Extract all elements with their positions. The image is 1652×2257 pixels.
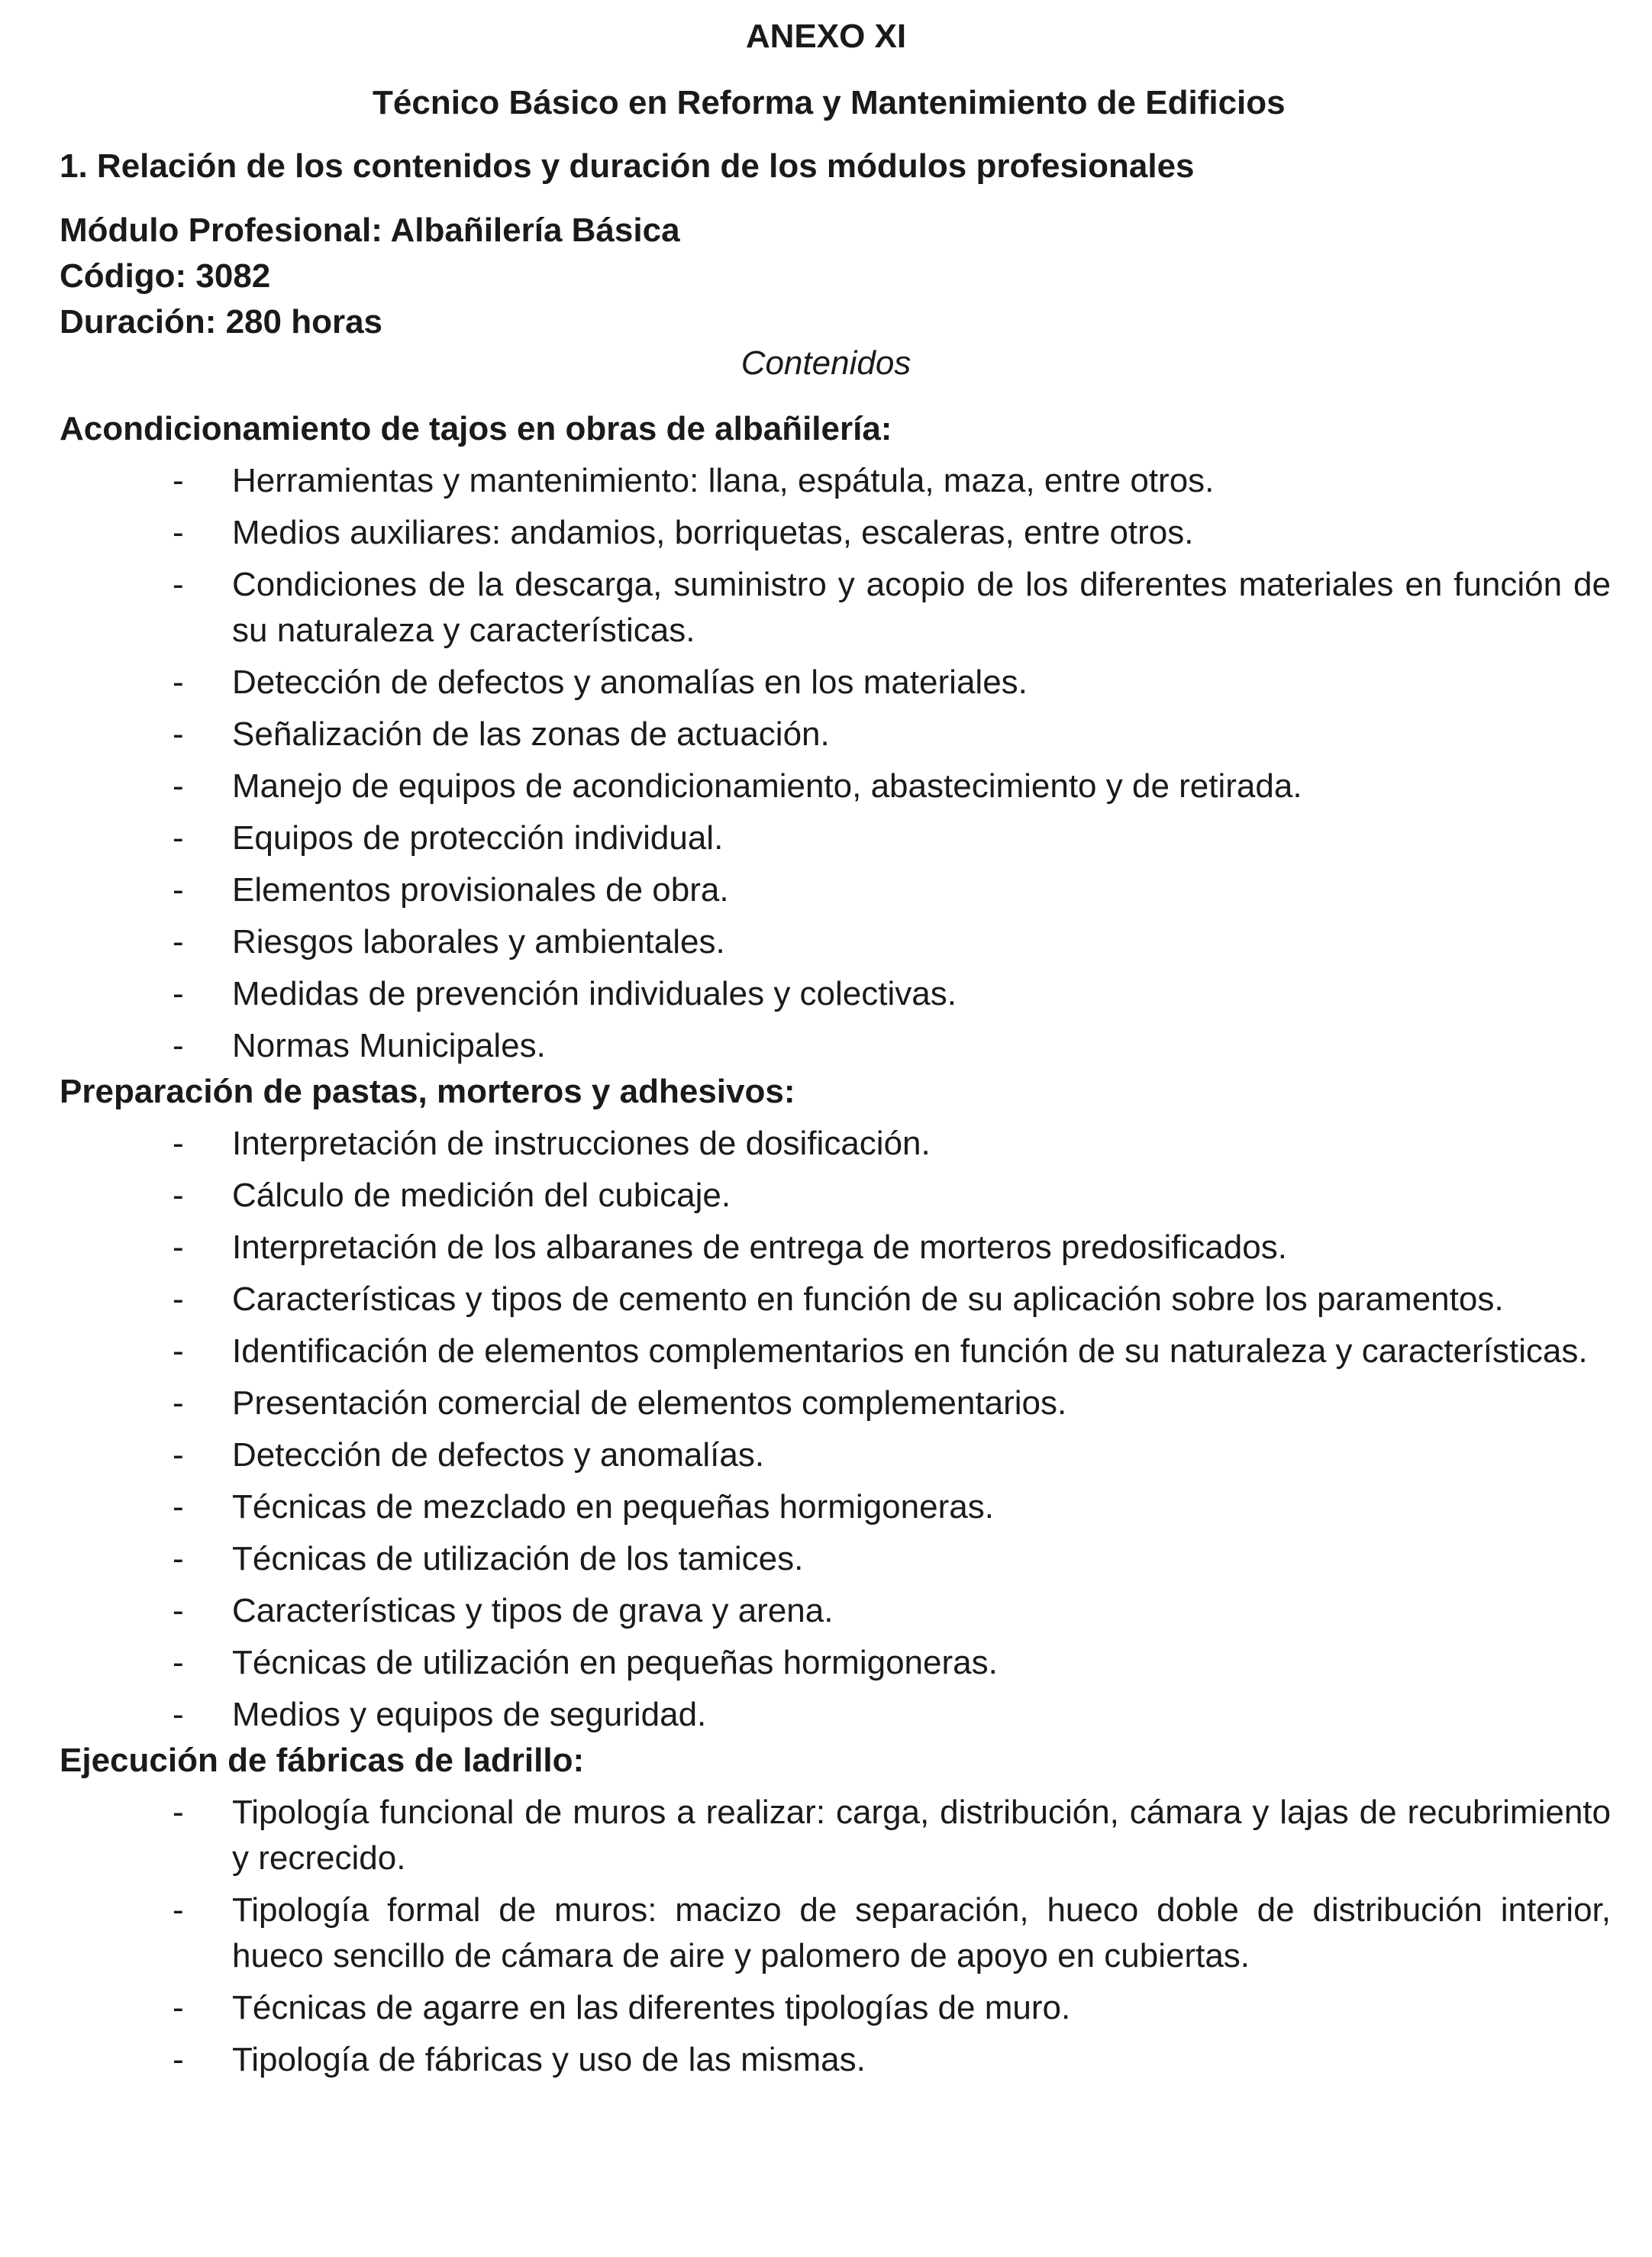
item-text: Presentación comercial de elementos complementarios. [232, 1384, 1067, 1422]
list-item [60, 1277, 1611, 1322]
list-item [60, 1023, 1611, 1069]
list-item [60, 1588, 1611, 1634]
item-text: Tipología formal de muros: macizo de separación, hueco doble de distribución interior, hueco sencillo de cámara de aire y palomero de apoyo en cubiertas. [232, 1891, 1611, 1974]
item-text: Detección de defectos y anomalías. [232, 1436, 765, 1474]
item-text: Técnicas de mezclado en pequeñas hormigoneras. [232, 1488, 994, 1526]
bullet-dash: - [173, 1989, 184, 2026]
bullet-dash: - [173, 1540, 184, 1577]
bullet-dash: - [173, 1229, 184, 1266]
item-text: Medios y equipos de seguridad. [232, 1696, 707, 1733]
item-text: Herramientas y mantenimiento: llana, espátula, maza, entre otros. [232, 462, 1215, 499]
list-item [60, 660, 1611, 706]
annex-title: ANEXO XI [745, 18, 907, 55]
bullet-dash: - [173, 1280, 184, 1318]
bullet-dash: - [173, 1177, 184, 1214]
bullet-dash: - [173, 1436, 184, 1474]
list-item [60, 1887, 1611, 1979]
item-text: Normas Municipales. [232, 1027, 546, 1064]
bullet-dash: - [173, 1027, 184, 1064]
item-list [60, 1790, 1611, 2083]
item-text: Identificación de elementos complementarios en función de su naturaleza y características. [232, 1332, 1588, 1370]
item-text: Detección de defectos y anomalías en los materiales. [232, 664, 1028, 701]
bullet-dash: - [173, 1696, 184, 1733]
bullet-dash: - [173, 1384, 184, 1422]
list-item [60, 1432, 1611, 1478]
list-item [60, 1640, 1611, 1686]
list-item [60, 971, 1611, 1017]
content-group [60, 406, 1611, 1069]
bullet-dash: - [173, 664, 184, 701]
bullet-dash: - [173, 1794, 184, 1831]
bullet-dash: - [173, 1891, 184, 1929]
list-item [60, 510, 1611, 556]
list-item [60, 1536, 1611, 1582]
item-text: Técnicas de utilización de los tamices. [232, 1540, 804, 1577]
list-item [60, 458, 1611, 504]
group-heading: Ejecución de fábricas de ladrillo: [60, 1742, 585, 1779]
section-title: 1. Relación de los contenidos y duración de los módulos profesionales [60, 147, 1195, 185]
list-item [60, 1790, 1611, 1881]
bullet-dash: - [173, 767, 184, 805]
item-text: Interpretación de instrucciones de dosificación. [232, 1125, 931, 1162]
item-text: Señalización de las zonas de actuación. [232, 715, 830, 753]
list-item [60, 2037, 1611, 2083]
item-text: Técnicas de agarre en las diferentes tipologías de muro. [232, 1989, 1071, 2026]
list-item [60, 1692, 1611, 1738]
item-text: Interpretación de los albaranes de entrega de morteros predosificados. [232, 1229, 1287, 1266]
item-text: Elementos provisionales de obra. [232, 871, 729, 909]
bullet-dash: - [173, 871, 184, 909]
module-duration: Duración: 280 horas [60, 303, 383, 341]
bullet-dash: - [173, 1332, 184, 1370]
module-name: Módulo Profesional: Albañilería Básica [60, 211, 680, 249]
cycle-title: Técnico Básico en Reforma y Mantenimiento de Edificios [373, 84, 1286, 121]
bullet-dash: - [173, 462, 184, 499]
list-item [60, 1225, 1611, 1271]
item-text: Medios auxiliares: andamios, borriquetas, escaleras, entre otros. [232, 514, 1194, 551]
group-heading: Acondicionamiento de tajos en obras de albañilería: [60, 410, 892, 447]
bullet-dash: - [173, 1488, 184, 1526]
bullet-dash: - [173, 1592, 184, 1629]
bullet-dash: - [173, 923, 184, 961]
item-list [60, 1121, 1611, 1738]
item-text: Condiciones de la descarga, suministro y acopio de los diferentes materiales en función de su naturaleza y características. [232, 566, 1611, 649]
bullet-dash: - [173, 1125, 184, 1162]
item-text: Equipos de protección individual. [232, 819, 724, 857]
list-item [60, 1985, 1611, 2031]
item-text: Técnicas de utilización en pequeñas hormigoneras. [232, 1644, 998, 1681]
item-text: Características y tipos de grava y arena. [232, 1592, 834, 1629]
list-item [60, 764, 1611, 809]
list-item [60, 1380, 1611, 1426]
content-group [60, 1069, 1611, 1738]
list-item [60, 1329, 1611, 1374]
module-info [60, 208, 680, 345]
item-text: Características y tipos de cemento en función de su aplicación sobre los paramentos. [232, 1280, 1504, 1318]
bullet-dash: - [173, 514, 184, 551]
item-text: Manejo de equipos de acondicionamiento, abastecimiento y de retirada. [232, 767, 1302, 805]
list-item [60, 562, 1611, 654]
item-text: Medidas de prevención individuales y colectivas. [232, 975, 957, 1012]
bullet-dash: - [173, 819, 184, 857]
contents-list [60, 406, 1611, 2083]
bullet-dash: - [173, 2041, 184, 2078]
list-item [60, 712, 1611, 757]
list-item [60, 867, 1611, 913]
list-item [60, 1121, 1611, 1167]
contents-label: Contenidos [740, 344, 912, 382]
content-group [60, 1738, 1611, 2083]
bullet-dash: - [173, 715, 184, 753]
item-text: Cálculo de medición del cubicaje. [232, 1177, 731, 1214]
list-item [60, 1173, 1611, 1219]
item-text: Tipología de fábricas y uso de las mismas. [232, 2041, 866, 2078]
group-heading: Preparación de pastas, morteros y adhesivos: [60, 1073, 795, 1110]
item-text: Tipología funcional de muros a realizar: carga, distribución, cámara y lajas de recubrimiento y recrecido. [232, 1794, 1611, 1877]
bullet-dash: - [173, 975, 184, 1012]
bullet-dash: - [173, 1644, 184, 1681]
list-item [60, 919, 1611, 965]
item-text: Riesgos laborales y ambientales. [232, 923, 725, 961]
bullet-dash: - [173, 566, 184, 603]
item-list [60, 458, 1611, 1069]
list-item [60, 815, 1611, 861]
list-item [60, 1484, 1611, 1530]
module-code: Código: 3082 [60, 257, 271, 295]
